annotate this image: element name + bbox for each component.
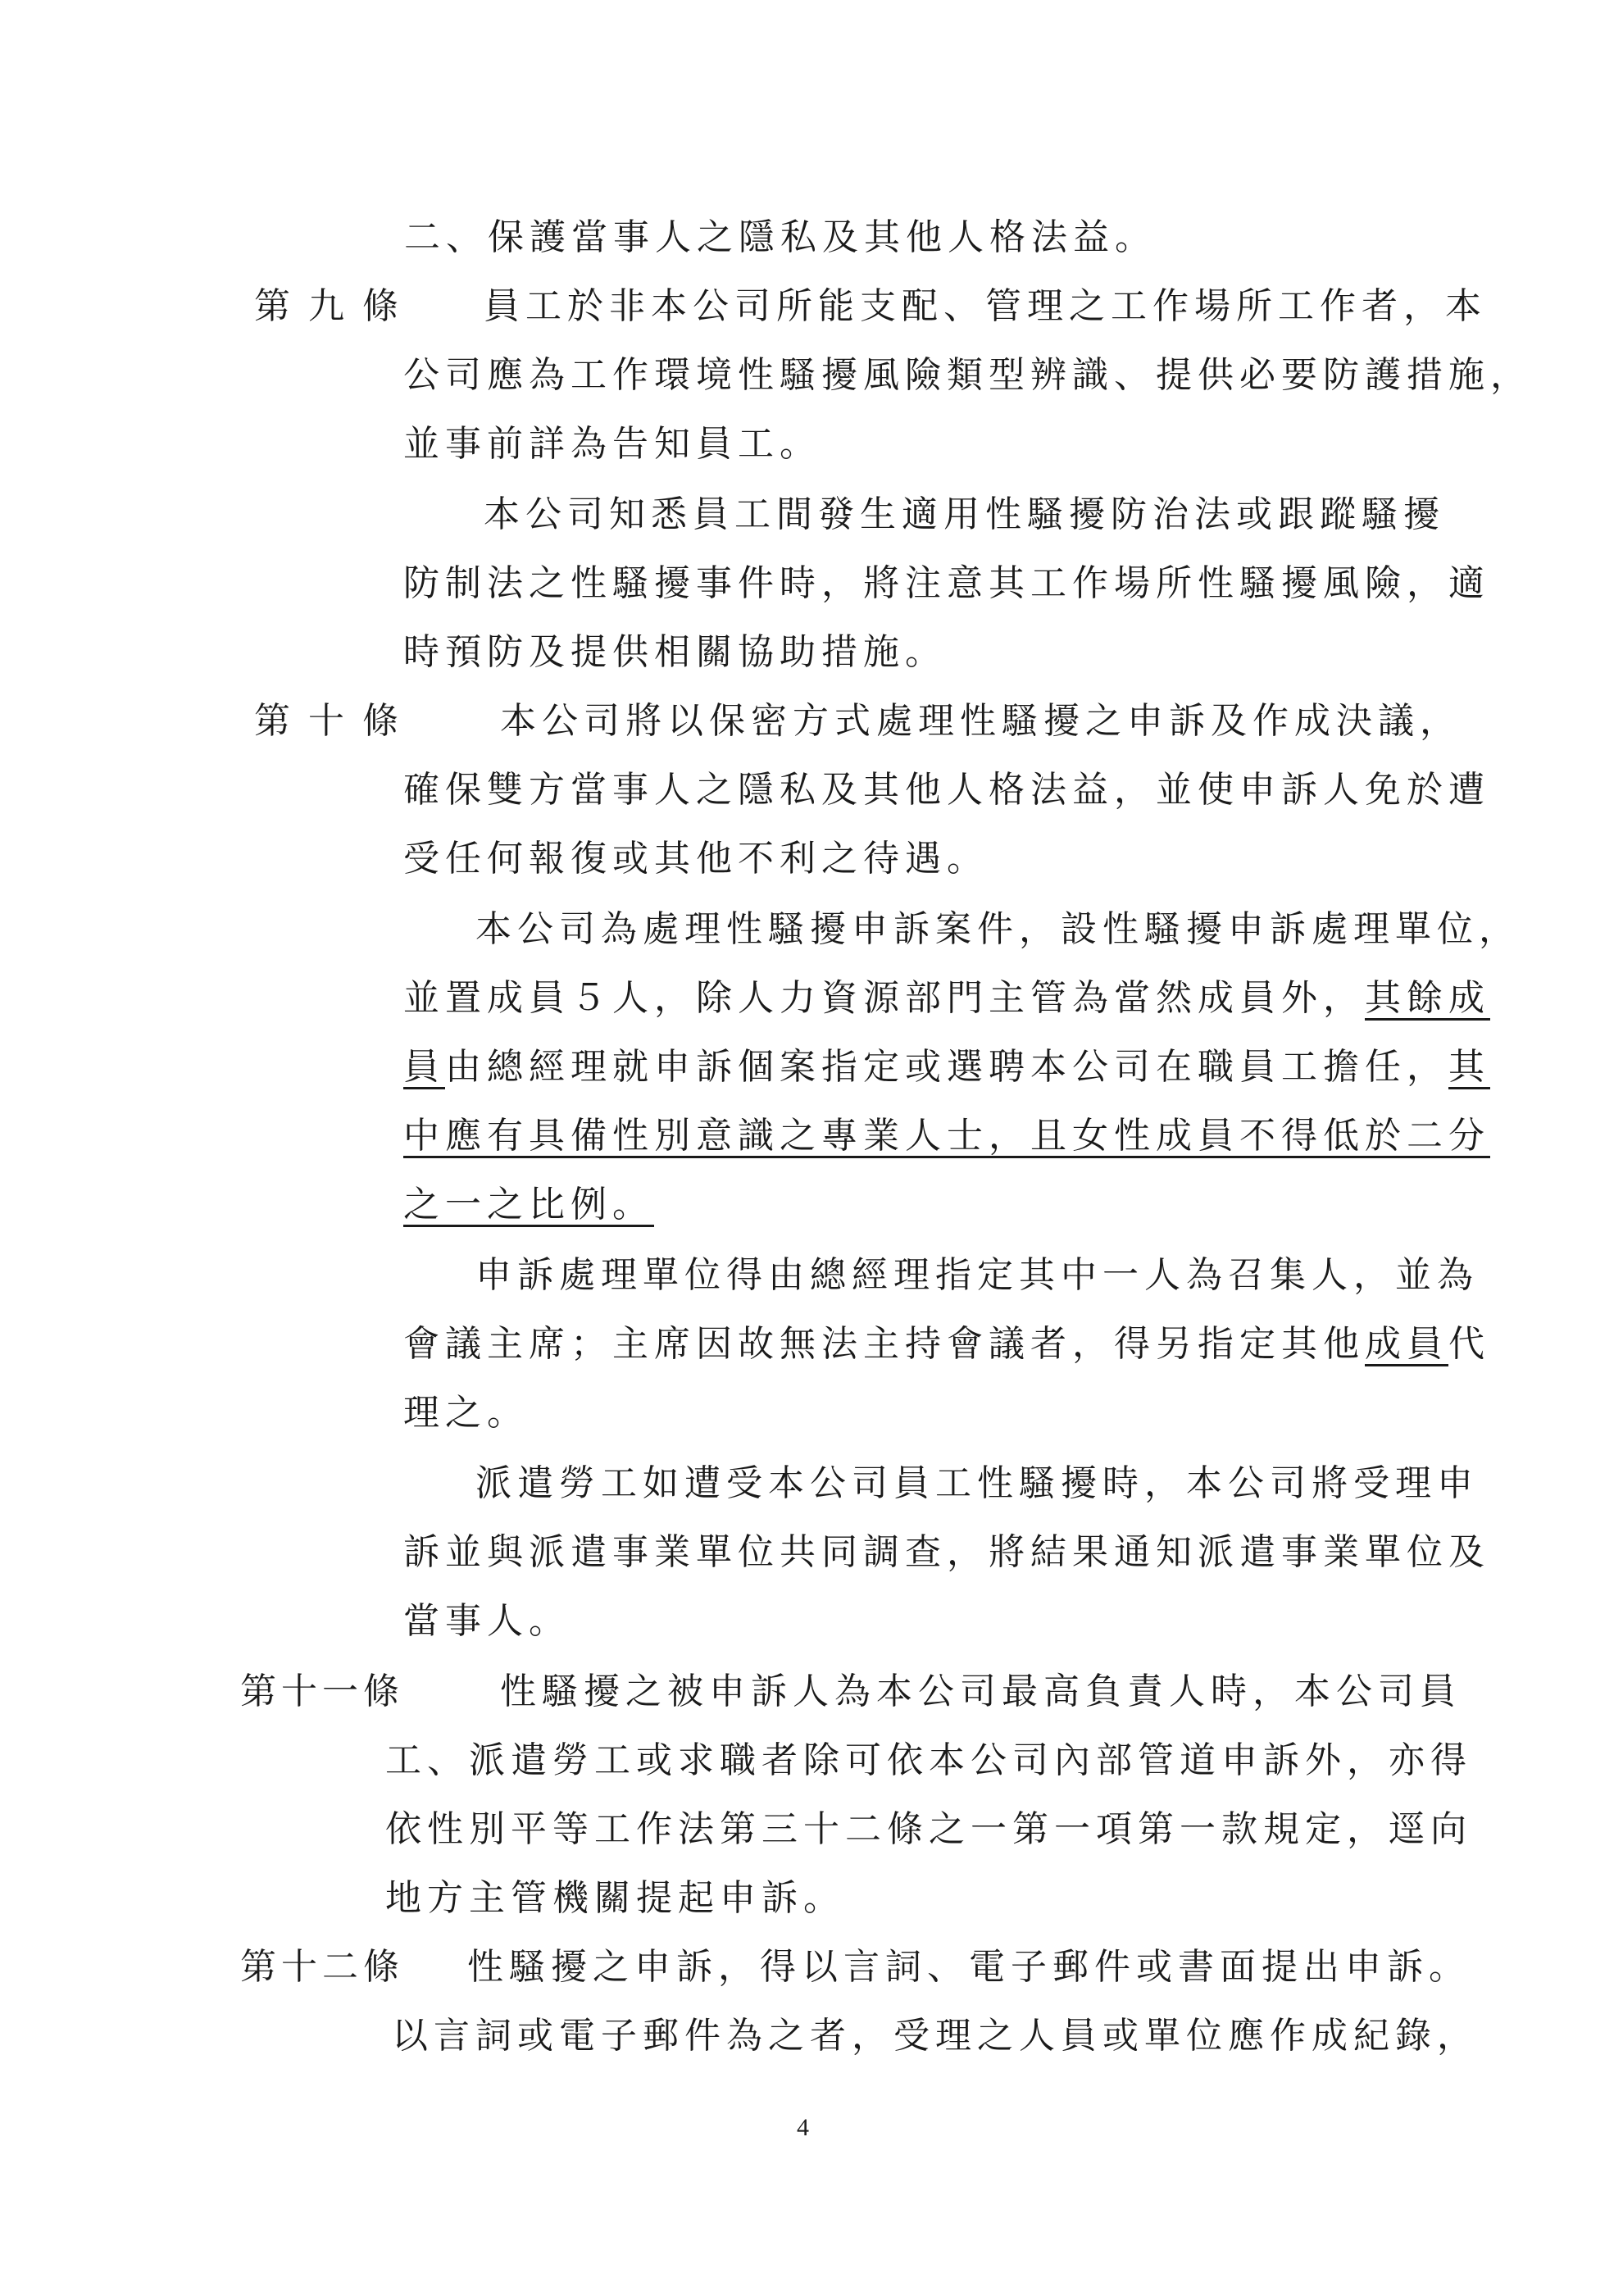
article-9-p1-l3: 並事前詳為告知員工。	[403, 423, 821, 465]
article-12-p1-l2: 以言詞或電子郵件為之者，受理之人員或單位應作成紀錄，	[392, 2015, 1479, 2057]
article-10-p2-l2-underlined: 其餘成	[1365, 977, 1490, 1019]
article-10-p3-l2-underlined: 成員	[1365, 1323, 1448, 1365]
article-10-p4-l2: 訴並與派遣事業單位共同調查，將結果通知派遣事業單位及	[403, 1531, 1490, 1573]
article-10-p3-l1: 申訴處理單位得由總經理指定其中一人為召集人，並為	[475, 1254, 1479, 1296]
item-two: 二、保護當事人之隱私及其他人格法益。	[404, 216, 1157, 258]
article-11-label: 第十一條	[240, 1671, 404, 1712]
article-10-p3-l2-text: 會議主席；主席因故無法主持會議者，得另指定其他	[403, 1323, 1365, 1365]
article-10-p1-l2: 確保雙方當事人之隱私及其他人格法益，並使申訴人免於遭	[403, 769, 1490, 811]
article-10-p2-l3-underlined-end: 其	[1448, 1046, 1490, 1088]
article-10-p1-l1: 本公司將以保密方式處理性騷擾之申訴及作成決議，	[500, 700, 1462, 742]
article-11-p1-l2: 工、派遣勞工或求職者除可依本公司內部管道申訴外，亦得	[385, 1739, 1472, 1781]
article-9-p1-l1: 員工於非本公司所能支配、管理之工作場所工作者，本	[484, 285, 1487, 327]
article-12-label: 第十二條	[240, 1946, 404, 1988]
article-10-p3-l2-end: 代	[1448, 1323, 1490, 1365]
article-11-p1-l3: 依性別平等工作法第三十二條之一第一項第一款規定，逕向	[385, 1808, 1472, 1850]
article-10-p2-l3-underlined-start: 員	[403, 1046, 445, 1088]
article-10-p4-l1: 派遣勞工如遭受本公司員工性騷擾時，本公司將受理申	[475, 1462, 1479, 1504]
article-9-p1-l2: 公司應為工作環境性騷擾風險類型辨識、提供必要防護措施，	[403, 354, 1532, 396]
article-10-label: 第十條	[254, 700, 416, 742]
article-9-p2-l3: 時預防及提供相關協助措施。	[403, 631, 947, 673]
article-10-p2-l1: 本公司為處理性騷擾申訴案件，設性騷擾申訴處理單位，	[475, 908, 1521, 950]
article-11-p1-l4: 地方主管機關提起申訴。	[385, 1877, 845, 1919]
article-10-p2-l3-text: 由總經理就申訴個案指定或選聘本公司在職員工擔任，	[445, 1046, 1448, 1088]
article-11-p1-l1: 性騷擾之被申訴人為本公司最高負責人時，本公司員	[500, 1671, 1462, 1712]
article-12-p1-l1: 性騷擾之申訴，得以言詞、電子郵件或書面提出申訴。	[467, 1946, 1471, 1988]
article-10-p2-l4: 中應有具備性別意識之專業人士，且女性成員不得低於二分	[403, 1115, 1490, 1157]
article-9-p2-l2: 防制法之性騷擾事件時，將注意其工作場所性騷擾風險，適	[403, 562, 1490, 604]
article-9-label: 第九條	[254, 285, 416, 327]
article-10-p2-l3	[403, 1044, 1490, 1090]
article-10-p2-l2	[403, 975, 1490, 1021]
article-10-p1-l3: 受任何報復或其他不利之待遇。	[403, 838, 989, 880]
article-10-p3-l2	[403, 1321, 1490, 1367]
article-10-p2-l5: 之一之比例。	[403, 1184, 654, 1225]
article-10-p3-l3: 理之。	[403, 1392, 529, 1434]
article-10-p2-l2-text: 並置成員５人，除人力資源部門主管為當然成員外，	[403, 977, 1365, 1019]
article-9-p2-l1: 本公司知悉員工間發生適用性騷擾防治法或跟蹤騷擾	[484, 493, 1445, 535]
page-number: 4	[797, 2114, 809, 2141]
article-10-p4-l3: 當事人。	[403, 1600, 571, 1642]
